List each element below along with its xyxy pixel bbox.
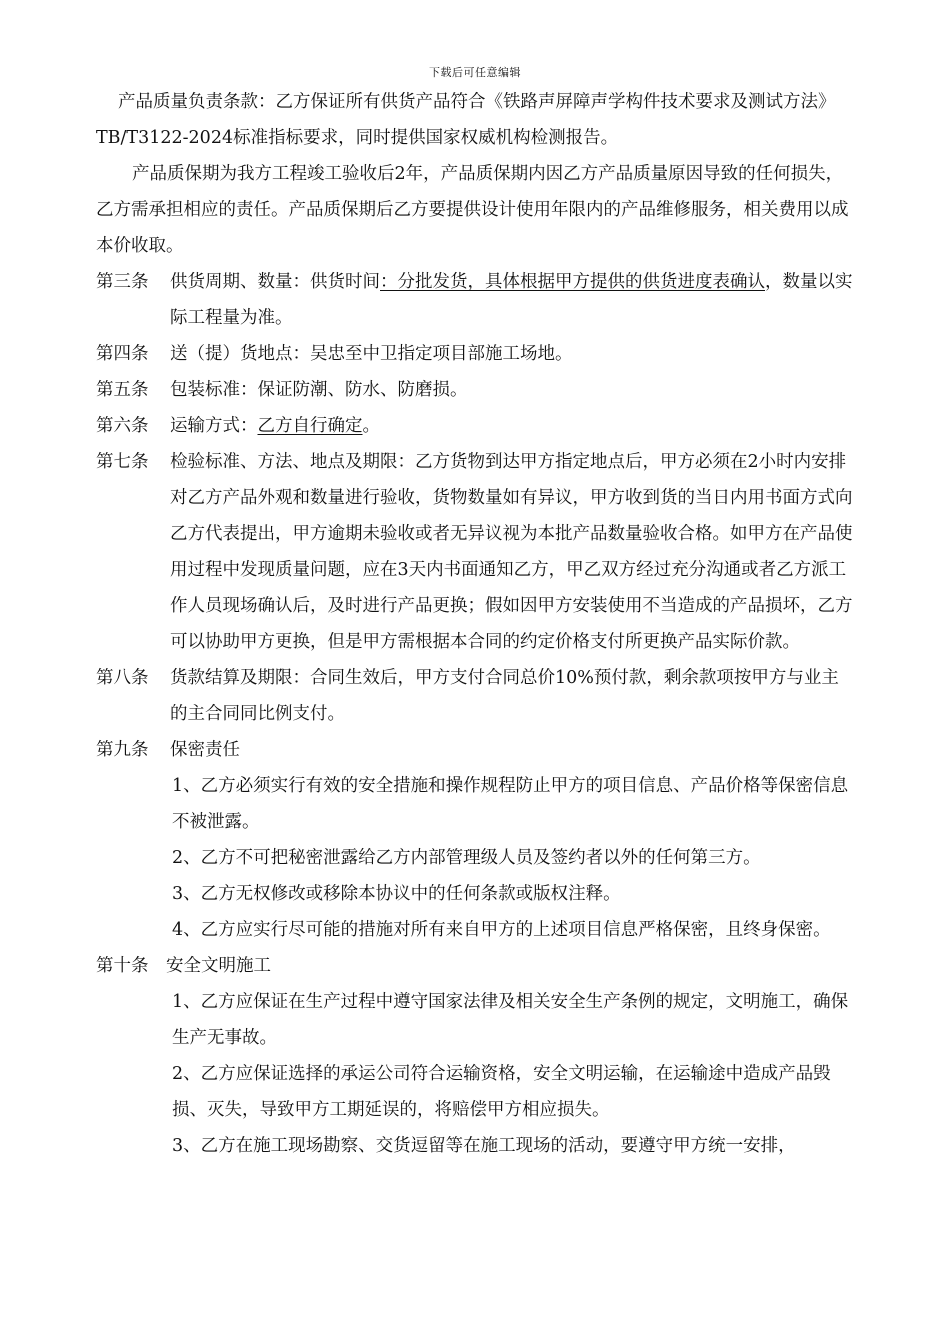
list-item: 1、乙方必须实行有效的安全措施和操作规程防止甲方的项目信息、产品价格等保密信息不被泄露。 <box>172 776 849 832</box>
article-5 <box>96 372 856 408</box>
article-7 <box>96 444 856 660</box>
paragraph-warranty: 产品质保期为我方工程竣工验收后2年，产品质保期内因乙方产品质量原因导致的任何损失，乙方需承担相应的责任。产品质保期后乙方要提供设计使用年限内的产品维修服务，相关费用以成本价收取。 <box>96 164 849 256</box>
page-header: 下载后可任意编辑 <box>429 66 521 79</box>
list-item: 4、乙方应实行尽可能的措施对所有来自甲方的上述项目信息严格保密，且终身保密。 <box>172 920 831 940</box>
article-number: 第八条 <box>96 668 149 688</box>
list-item: 3、乙方无权修改或移除本协议中的任何条款或版权注释。 <box>172 884 621 904</box>
article-text: 检验标准、方法、地点及期限：乙方货物到达甲方指定地点后，甲方必须在2小时内安排对乙方产品外观和数量进行验收，货物数量如有异议，甲方收到货的当日内用书面方式向乙方代表提出，甲方逾期未验收或者无异议视为本批产品数量验收合格。如甲方在产品使用过程中发现质量问题，应在3天内书面通知乙方，甲乙双方经过充分沟通或者乙方派工作人员现场确认后，及时进行产品更换；假如因甲方安装使用不当造成的产品损坏，乙方可以协助甲方更换，但是甲方需根据本合同的约定价格支付所更换产品实际价款。 <box>170 452 853 652</box>
list-item: 2、乙方应保证选择的承运公司符合运输资格，安全文明运输，在运输途中造成产品毁损、灭失，导致甲方工期延误的，将赔偿甲方相应损失。 <box>172 1064 831 1120</box>
article-text: 包装标准：保证防潮、防水、防磨损。 <box>170 380 468 400</box>
article-9 <box>96 732 856 768</box>
article-text: 货款结算及期限：合同生效后，甲方支付合同总价10%预付款，剩余款项按甲方与业主的主合同同比例支付。 <box>170 668 839 724</box>
article-body <box>170 408 856 444</box>
underlined-text: 乙方自行确定 <box>257 416 363 436</box>
article-text: ，数量以实际工程量为准。 <box>170 272 853 328</box>
article-10 <box>96 948 856 984</box>
article-text: 。 <box>362 416 380 436</box>
article-body <box>170 264 856 336</box>
document-body <box>96 84 856 1164</box>
list-item: 2、乙方不可把秘密泄露给乙方内部管理级人员及签约者以外的任何第三方。 <box>172 848 761 868</box>
article-text: 送（提）货地点：吴忠至中卫指定项目部施工场地。 <box>170 344 573 364</box>
article-6 <box>96 408 856 444</box>
underlined-text: ：分批发货，具体根据甲方提供的供货进度表确认 <box>380 272 765 292</box>
article-10-items <box>172 984 856 1164</box>
article-number: 第七条 <box>96 452 149 472</box>
article-8 <box>96 660 856 732</box>
article-number: 第六条 <box>96 416 149 436</box>
paragraph-quality-responsibility: 产品质量负责条款：乙方保证所有供货产品符合《铁路声屏障声学构件技术要求及测试方法》TB/T3122-2024标准指标要求，同时提供国家权威机构检测报告。 <box>96 92 836 148</box>
article-4 <box>96 336 856 372</box>
article-title: 保密责任 <box>170 740 240 760</box>
article-text: 供货周期、数量：供货时间 <box>170 272 380 292</box>
article-title: 安全文明施工 <box>166 956 271 976</box>
list-item: 3、乙方在施工现场勘察、交货逗留等在施工现场的活动，要遵守甲方统一安排， <box>172 1136 796 1156</box>
article-number: 第三条 <box>96 272 149 292</box>
article-9-items <box>172 768 856 948</box>
article-number: 第五条 <box>96 380 149 400</box>
article-3 <box>96 264 856 336</box>
article-text: 运输方式： <box>170 416 258 436</box>
article-number: 第九条 <box>96 740 149 760</box>
article-number: 第十条 <box>96 956 149 976</box>
article-number: 第四条 <box>96 344 149 364</box>
list-item: 1、乙方应保证在生产过程中遵守国家法律及相关安全生产条例的规定，文明施工，确保生产无事故。 <box>172 992 849 1048</box>
